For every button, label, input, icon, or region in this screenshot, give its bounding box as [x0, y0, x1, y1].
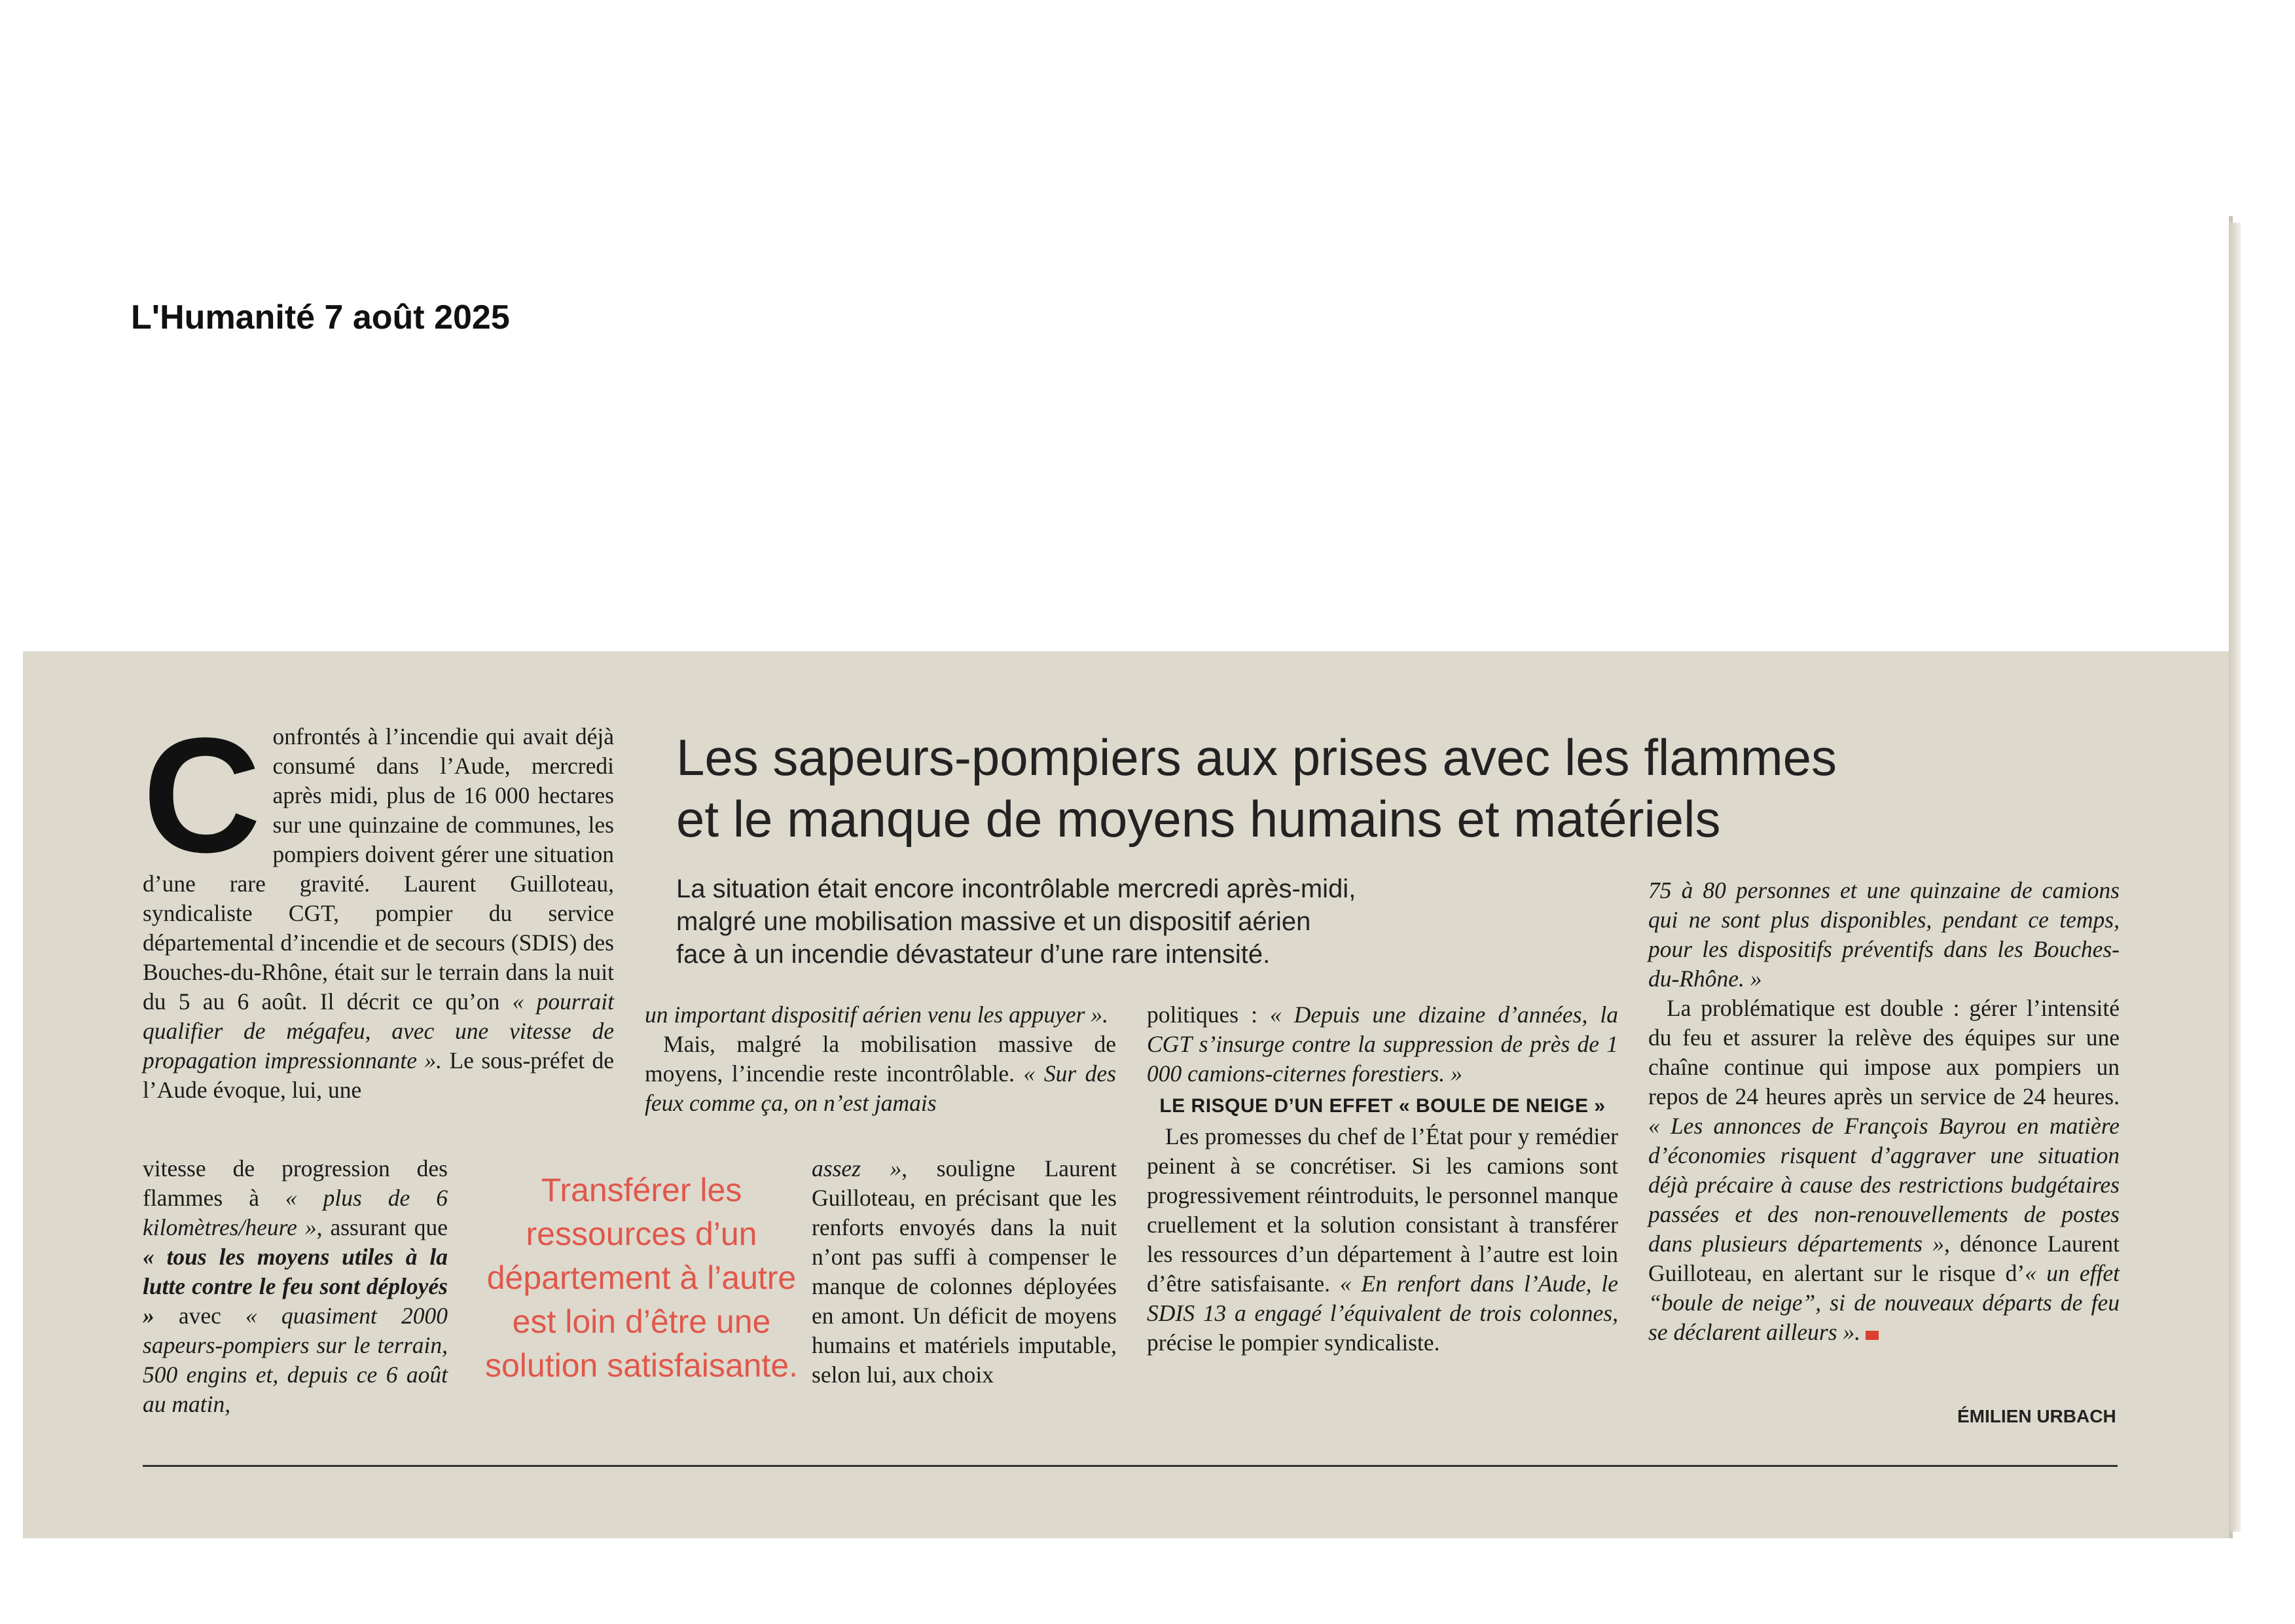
column-2-quote-2: « Sur des feux comme ça, on n’est jamais [645, 1060, 1116, 1116]
article-standfirst [676, 873, 1449, 971]
column-4-quote-2: « Les annonces de François Bayrou en matière d’économies risquent d’aggraver une situation déjà précaire à cause des restrictions budgétaires passées et des non-renouvellements de postes dans plusieurs départements » [1648, 1113, 2120, 1257]
source-label: L'Humanité 7 août 2025 [131, 298, 510, 336]
column-2-text-2: , souligne Laurent Guilloteau, en précisant que les renforts envoyés dans la nuit n’ont pas suffi à compenser le manque de colonnes déployées en amont. Un déficit de moyens humains et matériels imputable, selon lui, aux choix [812, 1155, 1117, 1388]
column-1-text-end: Le sous-préfet de l’Aude évoque, lui, une [143, 1047, 614, 1103]
column-3-text: politiques : [1147, 1001, 1270, 1028]
paper-edge [2229, 223, 2241, 1532]
column-1b-text-3: avec [154, 1303, 246, 1329]
article-headline [676, 727, 1907, 850]
standfirst-line-1: La situation était encore incontrôlable mercredi après-midi, [676, 875, 1356, 903]
column-1b-quote: « plus de 6 kilomètres/heure » [143, 1185, 448, 1240]
column-3 [1147, 1000, 1618, 1358]
column-3-quote: « Depuis une dizaine d’années, la CGT s’insurge contre la suppression de près de 1 000 camions-citernes forestiers. » [1147, 1001, 1619, 1087]
column-4-text-2: , dénonce Laurent Guilloteau, en alertant sur le risque d’ [1648, 1231, 2120, 1286]
column-4-quote: 75 à 80 personnes et une quinzaine de camions qui ne sont plus disponibles, pendant ce temps, pour les dispositifs préventifs dans les Bouches-du-Rhône. » [1648, 877, 2120, 992]
column-2-top [645, 1000, 1116, 1118]
column-1-text: onfrontés à l’incendie qui avait déjà consumé dans l’Aude, mercredi après midi, plus de 16 000 hectares sur une quinzaine de communes, les pompiers doivent gérer une situation d’une rare gravité. Laurent Guilloteau, syndicaliste CGT, pompier du service départemental d’incendie et de secours (SDIS) des Bouches-du-Rhône, était sur le terrain dans la nuit du 5 au 6 août. Il décrit ce qu’on [143, 723, 614, 1015]
byline: ÉMILIEN URBACH [1957, 1406, 2116, 1426]
column-2-quote-3: assez » [812, 1155, 902, 1182]
headline-line-1: Les sapeurs-pompiers aux prises avec les flammes [676, 729, 1837, 786]
section-subhead: LE RISQUE D’UN EFFET « BOULE DE NEIGE » [1159, 1095, 1606, 1117]
standfirst-line-3: face à un incendie dévastateur d’une rare intensité. [676, 940, 1271, 969]
column-3-text-end: précise le pompier syndicaliste. [1147, 1329, 1440, 1356]
column-3-text-2: Les promesses du chef de l’État pour y remédier peinent à se concrétiser. Si les camions sont progressivement réintroduits, le personnel manque cruellement et la solution consistant à transférer les ressources d’un département à l’autre est loin d’être satisfaisante. [1147, 1123, 1618, 1297]
standfirst-line-2: malgré une mobilisation massive et un dispositif aérien [676, 907, 1311, 936]
drop-cap: C [143, 704, 261, 886]
column-4-text: La problématique est double : gérer l’intensité du feu et assurer la relève des équipes sur une chaîne continue qui impose aux pompiers un repos de 24 heures après un service de 24 heures. [1648, 995, 2120, 1110]
column-1b-text-2: , assurant que [316, 1214, 448, 1240]
label-band [23, 216, 2229, 651]
column-3-quote-2: « En renfort dans l’Aude, le SDIS 13 a engagé l’équivalent de trois colonnes, [1147, 1271, 1619, 1326]
column-2-bottom [812, 1154, 1117, 1390]
end-mark-icon [1866, 1331, 1879, 1340]
column-1b-text: vitesse de progression des flammes à [143, 1155, 448, 1211]
pull-quote: Transférer les ressources d’un département à l’autre est loin d’être une solution satisfaisante. [484, 1172, 799, 1384]
headline-line-2: et le manque de moyens humains et matériels [676, 790, 1721, 848]
column-1-quote: « pourrait qualifier de mégafeu, avec une vitesse de propagation impressionnante ». [143, 988, 614, 1074]
column-1b-quote-2: « tous les moyens utiles à la lutte contre le feu sont déployés » [143, 1244, 448, 1329]
column-4 [1648, 876, 2120, 1347]
bottom-rule [143, 1465, 2118, 1467]
column-2-text: Mais, malgré la mobilisation massive de moyens, l’incendie reste incontrôlable. [645, 1031, 1116, 1087]
column-4-quote-3: « un effet “boule de neige”, si de nouveaux départs de feu se déclarent ailleurs ». [1648, 1260, 2120, 1345]
column-1b-quote-3: « quasiment 2000 sapeurs-pompiers sur le terrain, 500 engins et, depuis ce 6 août au matin, [143, 1303, 448, 1417]
column-1-top [143, 704, 614, 1105]
column-1-bottom [143, 1154, 448, 1419]
column-2-quote: un important dispositif aérien venu les appuyer ». [645, 1001, 1108, 1028]
